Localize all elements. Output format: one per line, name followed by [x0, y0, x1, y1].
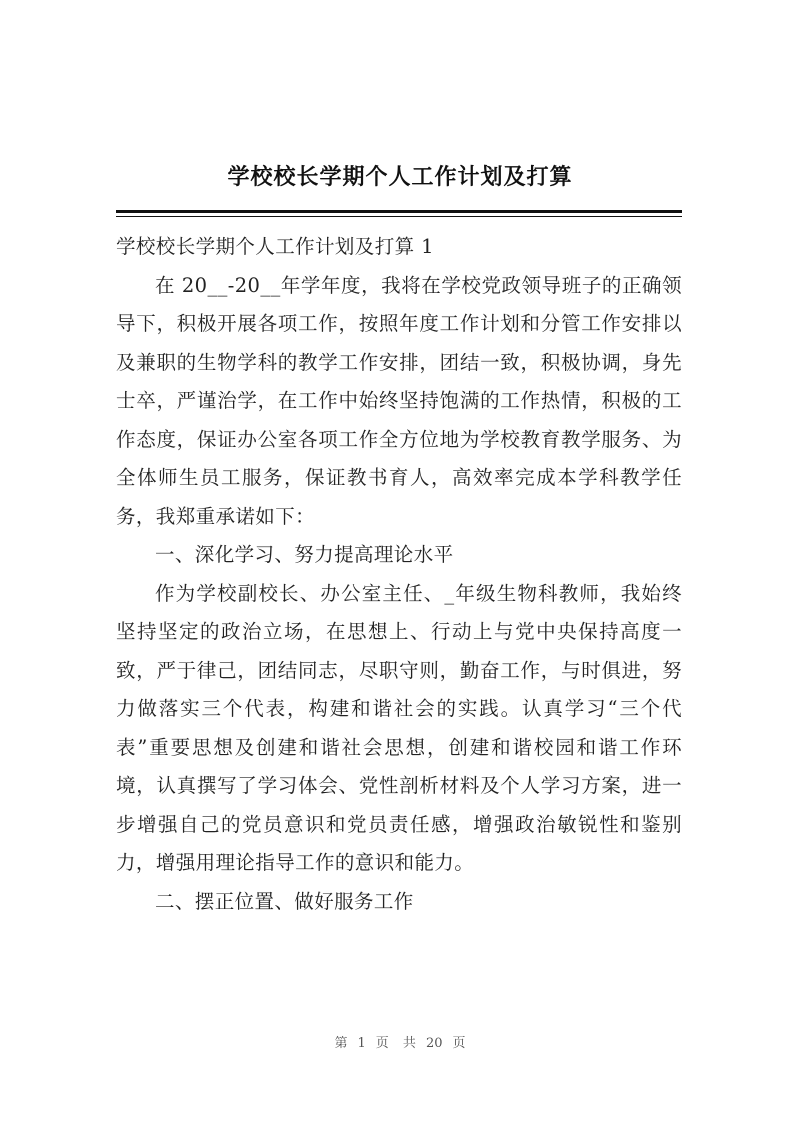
document-title: 学校校长学期个人工作计划及打算	[227, 164, 573, 190]
section-subtitle: 学校校长学期个人工作计划及打算 1	[116, 235, 434, 258]
page-label-suffix: 页	[452, 1036, 466, 1051]
heading-section-1: 一、深化学习、努力提高理论水平	[155, 543, 454, 566]
page-label-mid: 页 共	[375, 1036, 416, 1051]
paragraph-section-1: 作为学校副校长、办公室主任、_年级生物科教师，我始终坚持坚定的政治立场，在思想上、行动上与党中央保持高度一致，严于律己，团结同志，尽职守则，勤奋工作，与时俱进，努力做落实三个代表，构建和谐社会的实践。认真学习“三个代表”重要思想及创建和谐社会思想，创建和谐校园和谐工作环境，认真撰写了学习体会、党性剖析材料及个人学习方案，进一步增强自己的党员意识和党员责任感，增强政治敏锐性和鉴别力，增强用理论指导工作的意识和能力。	[116, 581, 682, 874]
paragraph-intro: 在 20__-20__年学年度，我将在学校党政领导班子的正确领导下，积极开展各项工作，按照年度工作计划和分管工作安排以及兼职的生物学科的教学工作安排，团结一致，积极协调，身先士卒，严谨治学，在工作中始终坚持饱满的工作热情，积极的工作态度，保证办公室各项工作全方位地为学校教育教学服务、为全体师生员工服务，保证教书育人，高效率完成本学科教学任务，我郑重承诺如下：	[116, 273, 682, 528]
total-pages-number: 20	[425, 1036, 443, 1051]
title-divider	[116, 210, 682, 213]
page-label-prefix: 第	[334, 1036, 348, 1051]
page-footer	[0, 1032, 800, 1051]
document-body	[116, 228, 682, 921]
heading-section-2: 二、摆正位置、做好服务工作	[155, 889, 414, 913]
current-page-number: 1	[357, 1036, 366, 1051]
title-divider-thin	[116, 216, 682, 217]
